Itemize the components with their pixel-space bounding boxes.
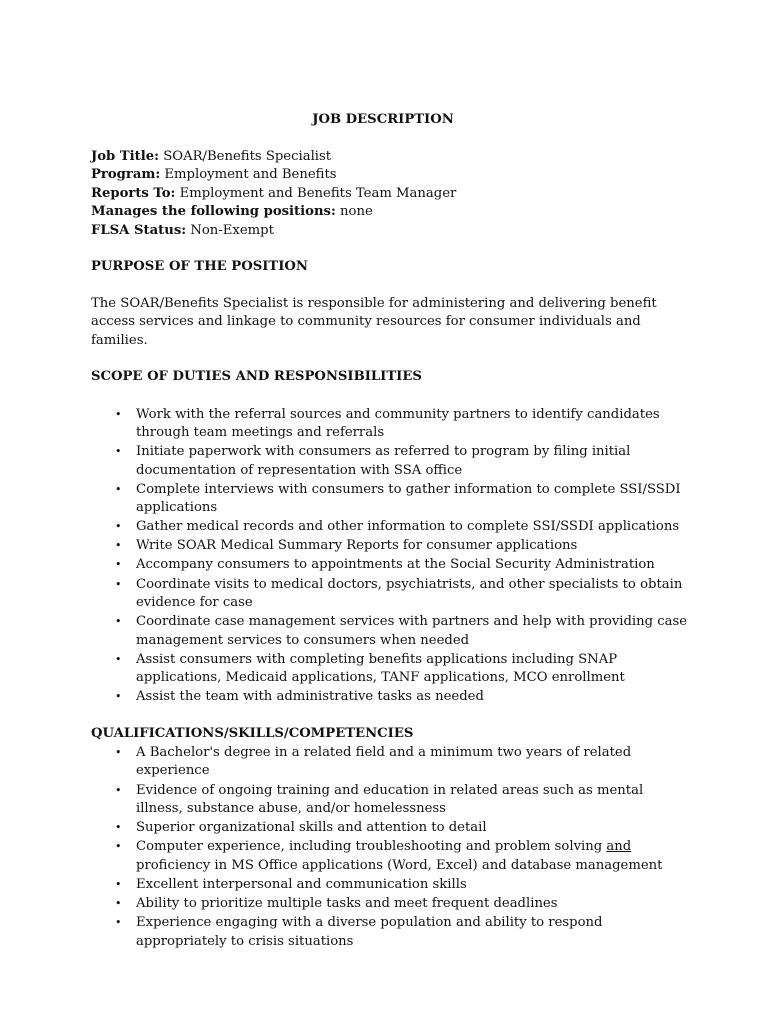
document-title: JOB DESCRIPTION <box>312 112 454 127</box>
scope-item-text: Accompany consumers to appointments at the Social Security Administration <box>136 557 655 573</box>
scope-item-text: Assist consumers with completing benefits applications including SNAP applications, Medicaid applications, TANF applications, MCO enrollment <box>136 651 625 686</box>
qualification-text-part: Computer experience, including troubleshooting and problem solving <box>136 839 607 855</box>
meta-value: SOAR/Benefits Specialist <box>163 148 332 164</box>
list-item <box>91 819 691 838</box>
qualification-item-text: Experience engaging with a diverse population and ability to respond appropriately to crisis situations <box>136 915 603 949</box>
meta-value: none <box>340 204 373 219</box>
bullet-icon: • <box>115 745 122 759</box>
meta-reports-to <box>91 185 691 204</box>
qualifications-list <box>91 744 691 951</box>
bullet-icon: • <box>115 652 122 666</box>
bullet-icon: • <box>115 877 122 891</box>
meta-label: Manages the following positions: <box>91 204 336 219</box>
list-item <box>91 443 691 480</box>
meta-value: Employment and Benefits Team Manager <box>179 185 457 201</box>
scope-item-text: Initiate paperwork with consumers as referred to program by filing initial documentation of representation with SSA office <box>136 444 631 478</box>
scope-item-text: Write SOAR Medical Summary Reports for consumer applications <box>136 538 578 554</box>
bullet-icon: • <box>115 482 122 496</box>
qualification-item-text: Evidence of ongoing training and education in related areas such as mental illness, substance abuse, and/or homelessness <box>136 782 644 817</box>
meta-label: FLSA Status: <box>91 222 187 238</box>
bullet-icon: • <box>115 783 122 797</box>
list-item <box>91 556 691 575</box>
bullet-icon: • <box>115 520 122 534</box>
scope-list <box>91 406 691 707</box>
list-item <box>91 876 691 895</box>
list-item <box>91 838 691 875</box>
underlined-word: and <box>606 839 632 855</box>
bullet-icon: • <box>115 558 122 572</box>
bullet-icon: • <box>115 407 122 421</box>
bullet-icon: • <box>115 916 122 929</box>
scope-item-text: Assist the team with administrative tasks as needed <box>136 689 484 705</box>
bullet-icon: • <box>115 615 122 629</box>
scope-item-text: Coordinate case management services with partners and help with providing case management services to consumers when needed <box>136 614 688 648</box>
list-item <box>91 481 691 518</box>
purpose-text: The SOAR/Benefits Specialist is responsible for administering and delivering benefit access services and linkage to community resources for consumer individuals and families. <box>91 295 657 348</box>
meta-value: Non-Exempt <box>190 222 274 238</box>
meta-label: Reports To: <box>91 185 176 201</box>
meta-program <box>91 166 691 185</box>
purpose-heading: PURPOSE OF THE POSITION <box>91 259 308 274</box>
meta-flsa-status <box>91 222 691 241</box>
list-item <box>91 537 691 556</box>
qualifications-heading: QUALIFICATIONS/SKILLS/COMPETENCIES <box>91 726 414 742</box>
qualification-item-text <box>136 839 662 873</box>
bullet-icon: • <box>115 821 122 835</box>
job-description-page <box>91 111 691 952</box>
bullet-icon: • <box>115 445 122 459</box>
qualification-item-text: Excellent interpersonal and communication skills <box>136 876 467 892</box>
meta-manages <box>91 203 691 222</box>
list-item <box>91 518 691 537</box>
scope-item-text: Work with the referral sources and community partners to identify candidates through team meetings and referrals <box>136 406 660 440</box>
meta-label: Job Title: <box>91 148 160 164</box>
qualification-item-text: Ability to prioritize multiple tasks and meet frequent deadlines <box>136 895 558 911</box>
meta-value: Employment and Benefits <box>164 167 337 182</box>
scope-item-text: Gather medical records and other information to complete SSI/SSDI applications <box>136 519 680 535</box>
scope-item-text: Complete interviews with consumers to gather information to complete SSI/SSDI applications <box>136 481 681 516</box>
list-item <box>91 895 691 914</box>
meta-label: Program: <box>91 167 161 182</box>
list-item <box>91 782 691 819</box>
bullet-icon: • <box>115 539 122 553</box>
bullet-icon: • <box>115 690 122 704</box>
scope-item-text: Coordinate visits to medical doctors, psychiatrists, and other specialists to obtain evidence for case <box>136 576 683 611</box>
bullet-icon: • <box>115 840 122 854</box>
bullet-icon: • <box>115 896 122 910</box>
scope-heading: SCOPE OF DUTIES AND RESPONSIBILITIES <box>91 369 422 384</box>
meta-job-title <box>91 148 691 167</box>
job-meta-fields <box>91 148 691 241</box>
list-item <box>91 744 691 781</box>
list-item <box>91 406 691 443</box>
list-item <box>91 613 691 650</box>
list-item <box>91 576 691 613</box>
qualification-item-text: Superior organizational skills and attention to detail <box>136 820 487 836</box>
qualification-text-part: proficiency in MS Office applications (Word, Excel) and database management <box>136 857 663 873</box>
bullet-icon: • <box>115 577 122 591</box>
qualification-item-text: A Bachelor's degree in a related field and a minimum two years of related experience <box>136 744 632 779</box>
list-item <box>91 688 691 707</box>
list-item <box>91 651 691 688</box>
list-item <box>91 914 691 951</box>
